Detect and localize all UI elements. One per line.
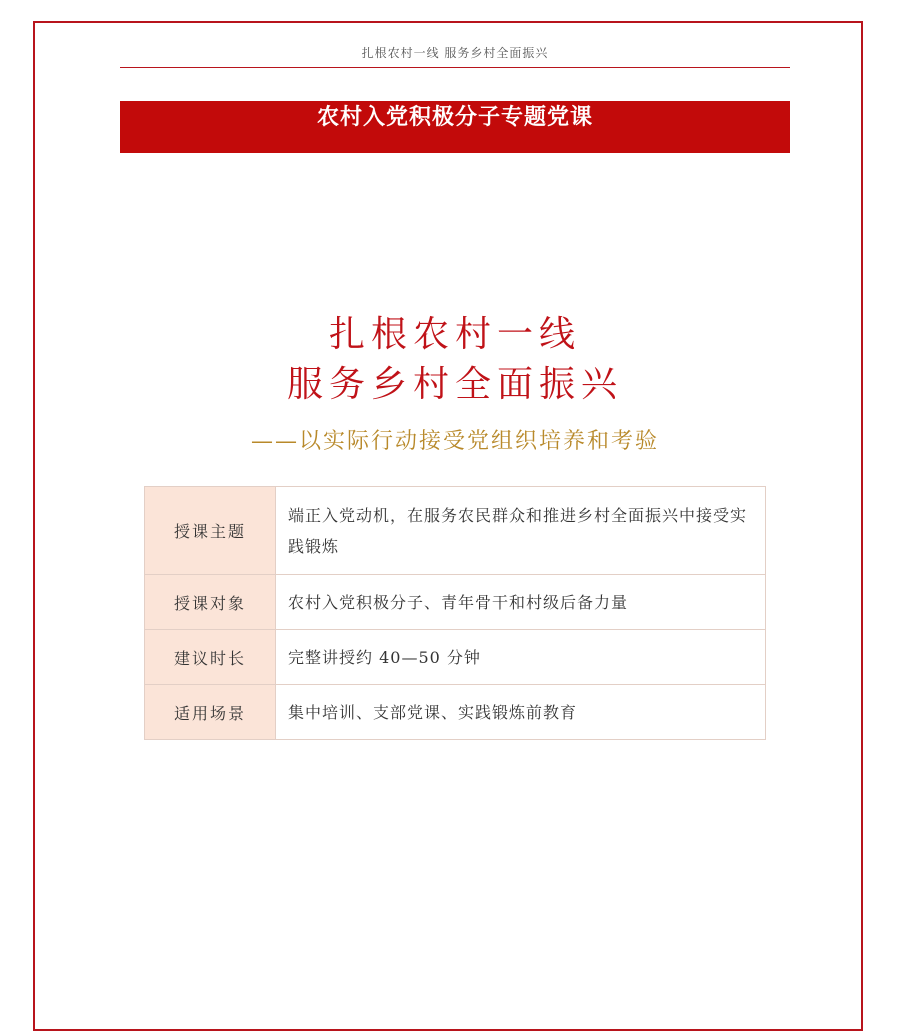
- header-rule: [120, 67, 790, 68]
- main-title-line1: 扎根农村一线: [328, 314, 581, 355]
- table-row: [145, 630, 766, 685]
- table-row: [145, 487, 766, 575]
- row-label: 授课对象: [145, 575, 276, 630]
- table-row: [145, 685, 766, 740]
- row-value: 端正入党动机，在服务农民群众和推进乡村全面振兴中接受实践锻炼: [276, 487, 766, 575]
- info-table: [144, 486, 766, 740]
- row-label: 建议时长: [145, 630, 276, 685]
- subtitle: ——以实际行动接受党组织培养和考验: [250, 429, 659, 454]
- row-value: 集中培训、支部党课、实践锻炼前教育: [276, 685, 766, 740]
- row-value: 完整讲授约 40—50 分钟: [276, 630, 766, 685]
- banner-title: 农村入党积极分子专题党课: [316, 105, 593, 130]
- table-row: [145, 575, 766, 630]
- row-label: 授课主题: [145, 487, 276, 575]
- main-title-line2: 服务乡村全面振兴: [286, 364, 623, 405]
- row-label: 适用场景: [145, 685, 276, 740]
- row-value: 农村入党积极分子、青年骨干和村级后备力量: [276, 575, 766, 630]
- running-header: 扎根农村一线 服务乡村全面振兴: [361, 46, 549, 60]
- title-banner: [120, 101, 790, 153]
